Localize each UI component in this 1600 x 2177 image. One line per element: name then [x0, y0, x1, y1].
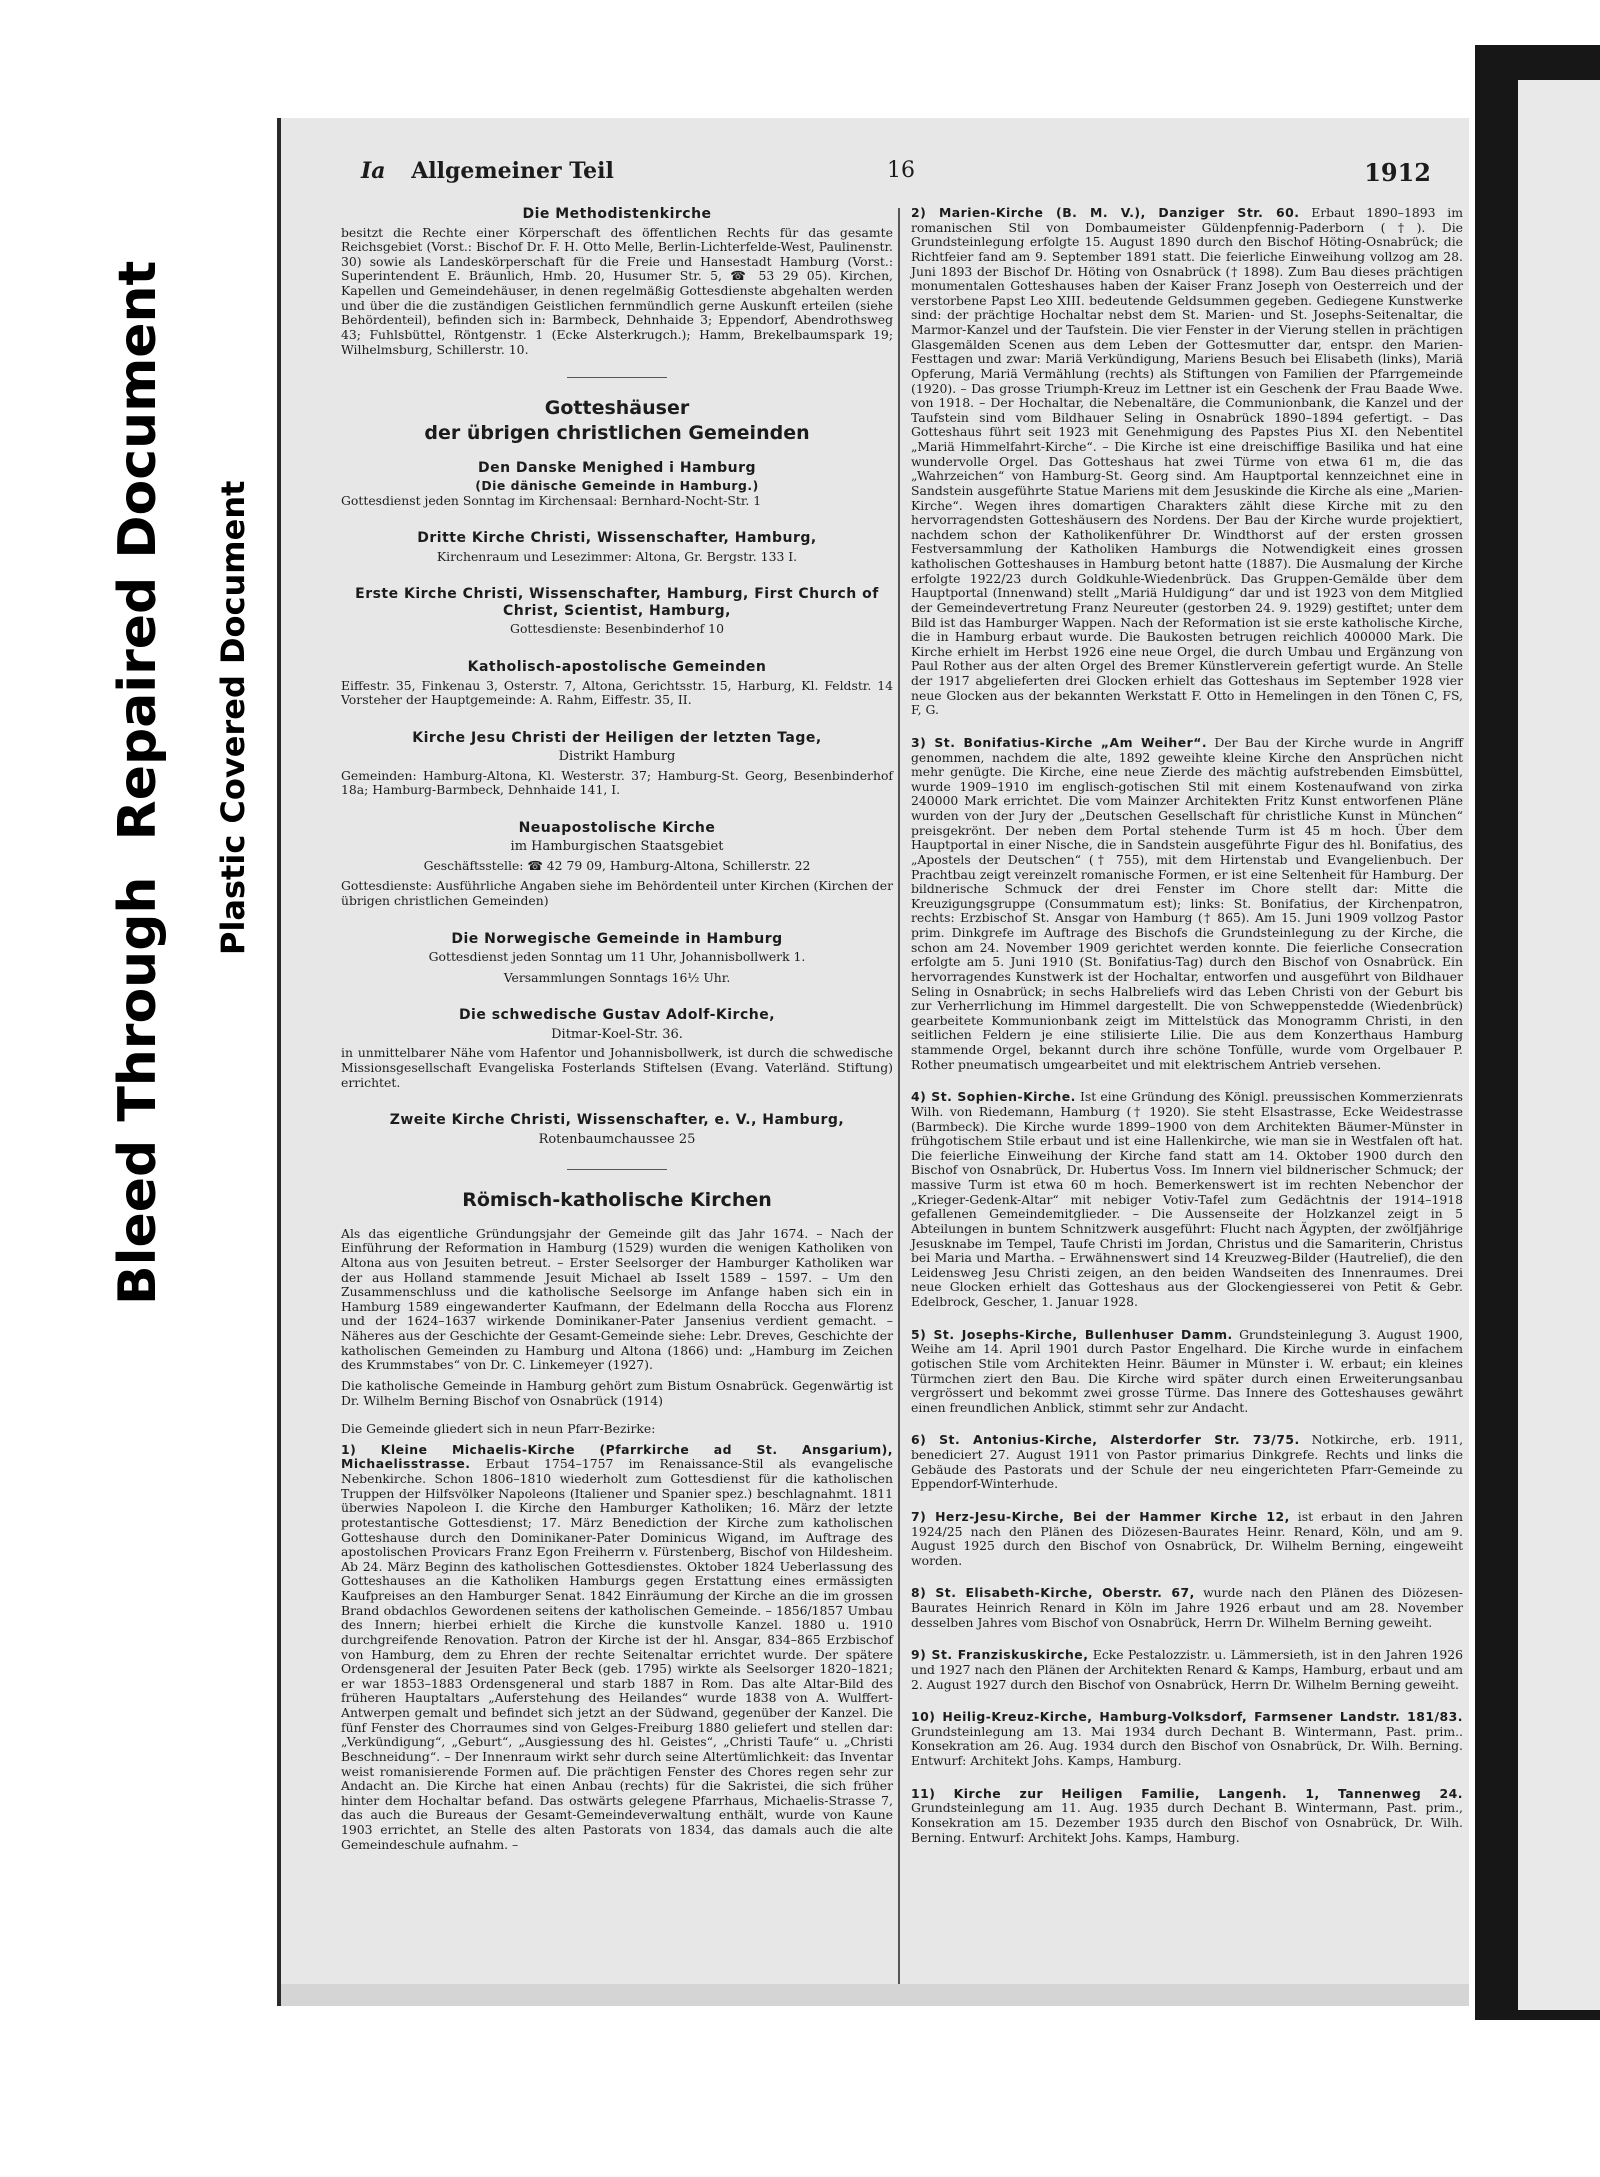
methodisten-text: besitzt die Rechte einer Körperschaft des öffentlichen Rechts für das gesamte Reichsgebiet (Vorst.: Bischof Dr. F. H. Otto Melle, Berlin-Lichterfelde-West, Paulinenstr. 30) sowie als Landeskörperschaft für die Freie und Hansestadt Hamburg (Vorst.: Superintendent E. Bräunlich, Hmb. 20, Husumer Str. 5, ☎ 53 29 05). Kirchen, Kapellen und Gemeindehäuser, in denen regelmäßig Gottesdienste abgehalten werden und über die die zuständigen Geistlichen fernmündlich gerne Auskunft erteilen (siehe Behördenteil), befinden sich in: Barmbeck, Dehnhaide 3; Eppendorf, Abendrothsweg 43; Fuhlsbüttel, Röntgenstr. 1 (Ecke Alsterkrugch.); Hamm, Brekelbaumspark 19; Wilhelmsburg, Schillerstr. 10. — [341, 224, 893, 357]
jesu-entry — [341, 730, 893, 798]
section-code: Ia — [361, 158, 386, 184]
dritte-text: Kirchenraum und Lesezimmer: Altona, Gr. Bergstr. 133 I. — [436, 548, 798, 564]
antonius-text: Notkirche, erb. 1911, benediciert 27. August 1911 von Pastor primarius Dinkgrefe. Rechts und links die Gebäude des Pastorats und der Schule der neu eingerichteten Pfarr-Gemeinde zu Eppendorf-Winterhude. — [911, 1432, 1464, 1492]
repaired-document-label: Repaired Document — [108, 260, 168, 841]
roemisch-bistum: Die katholische Gemeinde in Hamburg gehört zum Bistum Osnabrück. Gegenwärtig ist Dr. Wilhelm Berning Bischof von Osnabrück (1914) — [341, 1377, 893, 1408]
plastic-covered-label: Plastic Covered Document — [214, 480, 252, 955]
gotteshaeuser-heading — [341, 396, 893, 445]
schwedische-title: Die schwedische Gustav Adolf-Kirche, — [458, 1007, 776, 1024]
norwegische-text2: Versammlungen Sonntags 16½ Uhr. — [503, 969, 731, 985]
right-column — [911, 206, 1463, 1863]
zweite-title: Zweite Kirche Christi, Wissenschafter, e. V., Hamburg, — [389, 1112, 845, 1129]
norwegische-title: Die Norwegische Gemeinde in Hamburg — [451, 930, 783, 947]
zweite-subtitle: Rotenbaumchaussee 25 — [538, 1131, 696, 1147]
header-year: 1912 — [1364, 158, 1431, 187]
norwegische-text1: Gottesdienst jeden Sonntag um 11 Uhr, Johannisbollwerk 1. — [428, 949, 806, 965]
familie-text: Grundsteinlegung am 11. Aug. 1935 durch Dechant B. Wintermann, Past. prim., Konsekration am 15. Dezember 1935 durch den Bischof von Osnabrück, Dr. Wilh. Berning. Entwurf: Architekt Johs. Kamps, Hamburg. — [911, 1800, 1463, 1845]
gotteshaeuser-subtitle: der übrigen christlichen Gemeinden — [424, 421, 810, 444]
bonifatius-lead: 3) St. Bonifatius-Kirche „Am Weiher“. — [911, 734, 1208, 750]
franziskus-lead: 9) St. Franziskuskirche, — [911, 1647, 1089, 1663]
page-header — [361, 158, 1441, 198]
katholisch-apostolisch-entry — [341, 659, 893, 708]
dritte-entry — [341, 530, 893, 564]
neuapostolisch-subtitle: im Hamburgischen Staatsgebiet — [510, 839, 724, 855]
danske-subtitle: (Die dänische Gemeinde in Hamburg.) — [475, 478, 759, 494]
norwegische-entry — [341, 931, 893, 986]
familie-lead: 11) Kirche zur Heiligen Familie, Langenh. 1, Tannenweg 24. — [911, 1785, 1463, 1801]
gotteshaeuser-title: Gotteshäuser — [544, 397, 690, 420]
page-number: 16 — [887, 158, 915, 183]
jesu-subtitle: Distrikt Hamburg — [558, 749, 676, 765]
rule — [567, 1169, 667, 1170]
familie-entry — [911, 1787, 1463, 1846]
schwedische-subtitle: Ditmar-Koel-Str. 36. — [551, 1026, 683, 1042]
herz-text: ist erbaut in den Jahren 1924/25 nach den Plänen des Diözesen-Baurates Heinr. Renard, Köln, und am 9. August 1925 durch den Bischof von Osnabrück, Dr. Wilhelm Berning, eingeweiht worden. — [911, 1508, 1463, 1568]
header-title: Allgemeiner Teil — [411, 158, 614, 184]
bonifatius-entry — [911, 736, 1463, 1072]
bleed-through-label: Bleed Through — [108, 876, 168, 1305]
michaelis-text: Erbaut 1754–1757 im Renaissance-Stil als evangelische Nebenkirche. Schon 1806–1810 wiederholt zum Gottesdienst für die katholischen Truppen der Hilfsvölker Napoleons (Italiener und Spanier spez.) beschlagnahmt. 1811 überwies Napoleon I. die Kirche den Hamburger Katholiken; 16. März der letzte protestantische Gottesdienst; 17. März Benediction der Kirche zum katholischen Gotteshause durch den Dominikaner-Pater Dominicus Wigand, im Auftrage des apostolischen Provicars Franz Egon Freiherrn v. Fürstenberg, Bischof von Hildesheim. Ab 24. März Beginn des katholischen Gottesdienstes. Oktober 1824 Ueberlassung des Gotteshauses an die Katholiken Hamburgs gegen Erstattung eines ermässigten Kaufpreises an den Hamburger Senat. 1842 Einräumung der Kirche an die im grossen Brand obdachlos Gewordenen seitens der katholischen Gemeinde. – 1856/1857 Umbau des Innern; hierbei erhielt die Kirche die kunstvolle Kanzel. 1880 u. 1910 durchgreifende Renovation. Patron der Kirche ist der hl. Ansgar, 834–865 Erzbischof von Hamburg, dem zu Ehren der rechte Seitenaltar errichtet wurde. Der spätere Ordensgeneral der Jesuiten Pater Beck (geb. 1795) wirkte als Seelsorger 1820–1821; er war 1853–1883 Ordensgeneral und starb 1887 in Rom. Das alte Altar-Bild des früheren Hauptaltars „Auferstehung des Heilandes“ wurde 1838 von A. Wulffert-Antwerpen gemalt und befindet sich jetzt an der Südwand, gegenüber der Kanzel. Die fünf Fenster des Chorraumes sind von Gelges-Freiburg 1880 geliefert und stellen dar: „Verkündigung“, „Geburt“, „Ausgiessung des hl. Geistes“, „Christi Taufe“ u. „Christi Beschneidung“. – Der Innenraum wirkt sehr durch seine Altertümlichkeit: das Inventar weist romanisierende Formen auf. Die prächtigen Fenster des Chores regen sehr zur Andacht an. Die Kirche hat einen Anbau (rechts) für die Sakristei, die sich früher hinter dem Hochaltar befand. Das ostwärts gelegene Pfarrhaus, Michaelis-Strasse 7, das auch die Bureaus der Gesamt-Gemeindeverwaltung enthält, wurde von Kaune 1903 errichtet, an Stelle des alten Pastorats von 1834, das damals auch die alte Gemeindeschule aufnahm. – — [341, 1456, 893, 1852]
schwedische-text: in unmittelbarer Nähe vom Hafentor und Johannisbollwerk, ist durch die schwedische Missionsgesellschaft Evangeliska Fosterlands Stiftelsen (Evang. Vaterländ. Stiftung) errichtet. — [341, 1045, 893, 1090]
roemisch-title: Römisch-katholische Kirchen — [462, 1188, 772, 1211]
franziskus-entry — [911, 1648, 1463, 1692]
jesu-title: Kirche Jesu Christi der Heiligen der letzten Tage, — [412, 729, 822, 746]
sophien-text: Ist eine Gründung des Königl. preussischen Kommerzienrats Wilh. von Riedemann, Hamburg († 1920). Sie steht Elsastrasse, Ecke Weidestrasse (Barmbeck). Die Kirche wurde 1899–1900 von dem Architekten Bäumer-Münster in frühgotischem Stile erbaut und ist eine Hallenkirche, wie man sie in Westfalen oft hat. Die feierliche Einweihung der Kirche fand statt am 14. Oktober 1900 durch den Bischof von Osnabrück, Dr. Hubertus Voss. Im Innern viel bildnerischer Schmuck; der massive Turm ist etwa 60 m hoch. Bemerkenswert ist im rechten Nebenchor der „Krieger-Gedenk-Altar“ mit nebiger Votiv-Tafel zum Gedächtnis der 1914–1918 gefallenen Gemeindemitglieder. – Die Aussenseite der Holzkanzel zeigt in 5 Abteilungen in buntem Schnitzwerk ausgeführt: Flucht nach Ägypten, der zwölfjährige Jesusknabe im Tempel, Taufe Christi im Jordan, Christus und die Samariterin, Christus bei Maria und Martha. – Erwähnenswert sind 14 Kreuzweg-Bilder (Hautrelief), die den Leidensweg Jesu Christi zeigen, an den beiden Wandseiten des Innenraumes. Drei neue Glocken erhielt das Gotteshaus aus der Glockengiesserei von Petit & Gebr. Edelbrock, Gescher, 1. Januar 1928. — [911, 1089, 1463, 1309]
scanner-edge-light — [1518, 80, 1600, 2010]
rule — [567, 377, 667, 378]
kreuz-entry — [911, 1710, 1463, 1769]
herz-entry — [911, 1510, 1463, 1569]
kreuz-text: Grundsteinlegung am 13. Mai 1934 durch Dechant B. Wintermann, Past. prim.. Konsekration am 26. Aug. 1934 durch den Bischof von Osnabrück, Dr. Wilh. Berning. Entwurf: Architekt Johs. Kamps, Hamburg. — [911, 1723, 1463, 1768]
column-divider — [898, 208, 900, 1996]
side-labels — [88, 260, 288, 1305]
elisabeth-text: wurde nach den Plänen des Diözesen-Baurates Heinrich Renard in Köln im Jahre 1926 erbaut und am 28. November desselben Jahres vom Bischof von Osnabrück, Herrn Dr. Wilhelm Berning geweiht. — [911, 1585, 1463, 1630]
kreuz-lead: 10) Heilig-Kreuz-Kirche, Hamburg-Volksdorf, Farmsener Landstr. 181/83. — [911, 1709, 1463, 1725]
methodisten-title: Die Methodistenkirche — [522, 206, 712, 222]
antonius-entry — [911, 1433, 1463, 1492]
jesu-text: Gemeinden: Hamburg-Altona, Kl. Westerstr. 37; Hamburg-St. Georg, Besenbinderhof 18a; Hamburg-Barmbeck, Dehnhaide 141, I. — [341, 767, 893, 798]
left-column — [341, 206, 893, 1858]
danske-text: Gottesdienst jeden Sonntag im Kirchensaal: Bernhard-Nocht-Str. 1 — [341, 492, 762, 508]
sophien-lead: 4) St. Sophien-Kirche. — [911, 1089, 1076, 1105]
zweite-entry — [341, 1112, 893, 1147]
marien-entry — [911, 206, 1463, 718]
josephs-lead: 5) St. Josephs-Kirche, Bullenhuser Damm. — [911, 1326, 1233, 1342]
josephs-entry — [911, 1328, 1463, 1416]
marien-text: Erbaut 1890–1893 im romanischen Stil von Dombaumeister Güldenpfennig-Paderborn (†). Die Grundsteinlegung erfolgte 15. August 1890 durch den Bischof Höting-Osnabrück; die Richtfeier fand am 9. September 1891 statt. Die feierliche Einweihung vollzog am 28. Juni 1893 der Bischof Dr. Höting von Osnabrück († 1898). Zum Bau dieses prächtigen monumentalen Gotteshauses haben der Kaiser Franz Joseph von Oesterreich und der verstorbene Papst Leo XIII. bedeutende Geldsummen gegeben. Gediegene Kunstwerke sind: der prächtige Hochaltar nebst dem St. Marien- und St. Josephs-Seitenaltar, die Marmor-Kanzel und der Taufstein. Die vier Fenster in der Vierung stellen in prächtigen Glasgemälden Scenen aus dem Leben der Gottesmutter dar, entspr. den Marien-Festtagen und zwar: Mariä Verkündigung, Mariens Besuch bei Elisabeth (links), Mariä Opferung, Mariä Vermählung (rechts) als Stiftungen von Familien der Pfarrgemeinde (1920). – Das grosse Triumph-Kreuz im Lettner ist ein Geschenk der Frau Baade Wwe. von 1918. – Der Hochaltar, die Nebenaltäre, die Communionbank, die Kanzel und der Taufstein sind vom Bildhauer Seling in Osnabrück 1890–1894 gefertigt. – Das Gotteshaus führt seit 1923 mit Genehmigung des Papstes Pius XI. den Nebentitel „Mariä Himmelfahrt-Kirche“. – Die Kirche ist eine dreischiffige Basilika und hat eine wundervolle Orgel. Das Gotteshaus hat zwei Türme von etwa 61 m, die das „Wahrzeichen“ von Hamburg-St. Georg sind. Am Hauptportal kennzeichnet eine in Sandstein ausgeführte Statue Mariens mit dem Jesuskinde die Kirche als eine „Marien-Kirche“. Wegen ihres domartigen Charakters zählt diese Kirche mit zu den hervorragendsten Gotteshäusern des Nordens. Der Bau der Kirche wurde projektiert, nachdem schon der Katholikenführer Dr. Windthorst auf der ersten grossen Festversammlung der Katholiken Hamburgs die Notwendigkeit eines grossen katholischen Gotteshauses in Hamburg betont hatte (1887). Die Ausmalung der Kirche erfolgte 1922/23 durch Goldkuhle-Wiedenbrück. Das Gruppen-Gemälde über dem Hauptportal (Innenwand) stellt „Mariä Huldigung“ dar und ist 1923 von dem Mitglied der Gemeindevertretung Franz Neureuter (gestorben 24. 9. 1929) gestiftet; unter dem Bild ist das Hamburger Wappen. Nach der Reformation ist sie erste katholische Kirche, die in Hamburg erbaut wurde. Die Baukosten betrugen reichlich 400000 Mark. Die Kirche erhielt im Herbst 1926 eine neue Orgel, die durch Umbau und Ergänzung von Paul Rother aus der alten Orgel des Bremer Künstlerverein gefertigt wurde. An Stelle der 1917 abgelieferten drei Glocken erhielt das Gotteshaus im September 1928 vier neue Glocken aus der bekannten Werkstatt F. Otto in Hemelingen in den Tönen C, FS, F, G. — [911, 205, 1463, 718]
neuapostolisch-text1: Geschäftsstelle: ☎ 42 79 09, Hamburg-Altona, Schillerstr. 22 — [423, 857, 811, 873]
elisabeth-entry — [911, 1586, 1463, 1630]
bonifatius-text: Der Bau der Kirche wurde in Angriff genommen, nachdem die alte, 1892 geweihte kleine Kirche den Ansprüchen nicht mehr genügte. Die Kirche, eine neue Zierde des mächtig aufstrebenden Eimsbüttel, wurde 1909–1910 im englisch-gotischen Stil mit einem Kostenaufwand von zirka 240000 Mark errichtet. Die vom Mainzer Architekten Fritz Kunst entworfenen Pläne wurden von der Jury der „Deutschen Gesellschaft für christliche Kunst in München“ preisgekrönt. Der neben dem Portal stehende Turm ist 45 m hoch. Über dem Hauptportal in einer Nische, die in Sandstein ausgeführte Figur des hl. Bonifatius, des „Apostels der Deutschen“ († 755), mit dem Hirtenstab und Evangelienbuch. Der Prachtbau zeigt vereinzelt romanische Formen, er ist eine Seltenheit für Hamburg. Der bildnerische Schmuck der drei Fenster im Chore stellt dar: Mitte die Kreuzigungsgruppe (Consummatum est); links: St. Bonifatius, der Kirchenpatron, rechts: Erzbischof St. Ansgar von Hamburg († 865). Am 15. Juni 1909 vollzog Pastor prim. Dinkgrefe im Auftrage des Bischofs die Grundsteinlegung zu der Kirche, die schon am 24. November 1909 gerichtet werden konnte. Die feierliche Consecration erfolgte am 5. Juni 1910 (St. Bonifatius-Tag) durch den Bischof von Osnabrück. Ein hervorragendes Kunstwerk ist der Hochaltar, entworfen und ausgeführt von Bildhauer Seling in Osnabrück; in sechs Halbreliefs wird das Leben Christi von der Geburt bis zur Verherrlichung im Himmel dargestellt. Die von Schweppenstedde (Wiedenbrück) gearbeitete Kommunionbank zeigt im Mittelstück das Monogramm Christi, in den seitlichen Feldern je eine stilisierte Lilie. Die aus dem Konzerthaus Hamburg stammende Orgel, bekannt durch ihre schöne Tonfülle, wurde vom Orgelbauer P. Rother pneumatisch umgearbeitet und mit elektrischem Antrieb versehen. — [911, 734, 1463, 1072]
neuapostolisch-title: Neuapostolische Kirche — [518, 819, 716, 836]
side-label-bleed — [88, 260, 188, 1305]
erste-text: Gottesdienste: Besenbinderhof 10 — [510, 621, 724, 637]
sophien-entry — [911, 1090, 1463, 1309]
katholisch-apostolisch-title: Katholisch-apostolische Gemeinden — [467, 659, 767, 676]
scanned-page — [277, 118, 1469, 2006]
michaelis-lead: 1) Kleine Michaelis-Kirche (Pfarrkirche ad St. Ansgarium), Michaelisstrasse. — [341, 1441, 893, 1472]
elisabeth-lead: 8) St. Elisabeth-Kirche, Oberstr. 67, — [911, 1585, 1195, 1601]
schwedische-entry — [341, 1007, 893, 1090]
marien-lead: 2) Marien-Kirche (B. M. V.), Danziger Str. 60. — [911, 205, 1300, 220]
neuapostolisch-entry — [341, 820, 893, 909]
danske-title: Den Danske Menighed i Hamburg — [477, 459, 757, 476]
dritte-title: Dritte Kirche Christi, Wissenschafter, Hamburg, — [417, 530, 817, 547]
josephs-text: Grundsteinlegung 3. August 1900, Weihe am 14. April 1901 durch Pastor Engelhard. Die Kirche wurde in einfachem gotischen Stile vom Architekten Heinr. Bäumer in Münster i. W. erbaut; ein kleines Türmchen ziert den Bau. Die Kirche wird später durch einen Erweiterungsanbau vergrössert und bekommt zwei grosse Türme. Das Innere des Gotteshauses gewährt einen freundlichen Anblick, stimmt sehr zur Andacht. — [911, 1326, 1463, 1415]
pfarr-intro: Die Gemeinde gliedert sich in neun Pfarr-Bezirke: — [341, 1421, 656, 1437]
michaelis-entry — [341, 1443, 893, 1853]
roemisch-intro: Als das eigentliche Gründungsjahr der Gemeinde gilt das Jahr 1674. – Nach der Einführung der Reformation in Hamburg (1529) wurden die wenigen Katholiken von Altona aus von Jesuiten betreut. – Erster Seelsorger der Hamburger Katholiken war der aus Holland stammende Jesuit Michael ab Isselt 1589 – 1597. – Um den Zusammenschluss und die katholische Seelsorge im Anfange haben sich ein in Hamburg 1589 eingewanderter Kaufmann, der Edelmann della Roccha aus Florenz und der 1624–1637 wirkende Dominikaner-Pater Jansenius verdient gemacht. – Näheres aus der Geschichte der Gesamt-Gemeinde siehe: Lebr. Dreves, Geschichte der katholischen Gemeinden zu Hamburg und Altona (1866) und: „Hamburg im Zeichen des Krummstabes“ von Dr. C. Linkemeyer (1927). — [341, 1225, 893, 1373]
franziskus-text: Ecke Pestalozzistr. u. Lämmersieth, ist in den Jahren 1926 und 1927 nach den Plänen der Architekten Renard & Kamps, Hamburg, erbaut und am 2. August 1927 durch den Bischof von Osnabrück, Herrn Dr. Wilhelm Berning geweiht. — [911, 1647, 1463, 1692]
erste-entry — [341, 586, 893, 637]
antonius-lead: 6) St. Antonius-Kirche, Alsterdorfer Str. 73/75. — [911, 1432, 1300, 1448]
erste-title: Erste Kirche Christi, Wissenschafter, Hamburg, First Church of Christ, Scientist, Hamburg, — [355, 586, 879, 619]
katholisch-apostolisch-text: Eiffestr. 35, Finkenau 3, Osterstr. 7, Altona, Gerichtsstr. 15, Harburg, Kl. Feldstr. 14 Vorsteher der Hauptgemeinde: A. Rahm, Eiffestr. 35, II. — [341, 677, 893, 708]
neuapostolisch-text2: Gottesdienste: Ausführliche Angaben siehe im Behördenteil unter Kirchen (Kirchen der übrigen christlichen Gemeinden) — [341, 878, 893, 909]
herz-lead: 7) Herz-Jesu-Kirche, Bei der Hammer Kirche 12, — [911, 1508, 1290, 1524]
danske-entry — [341, 460, 893, 509]
